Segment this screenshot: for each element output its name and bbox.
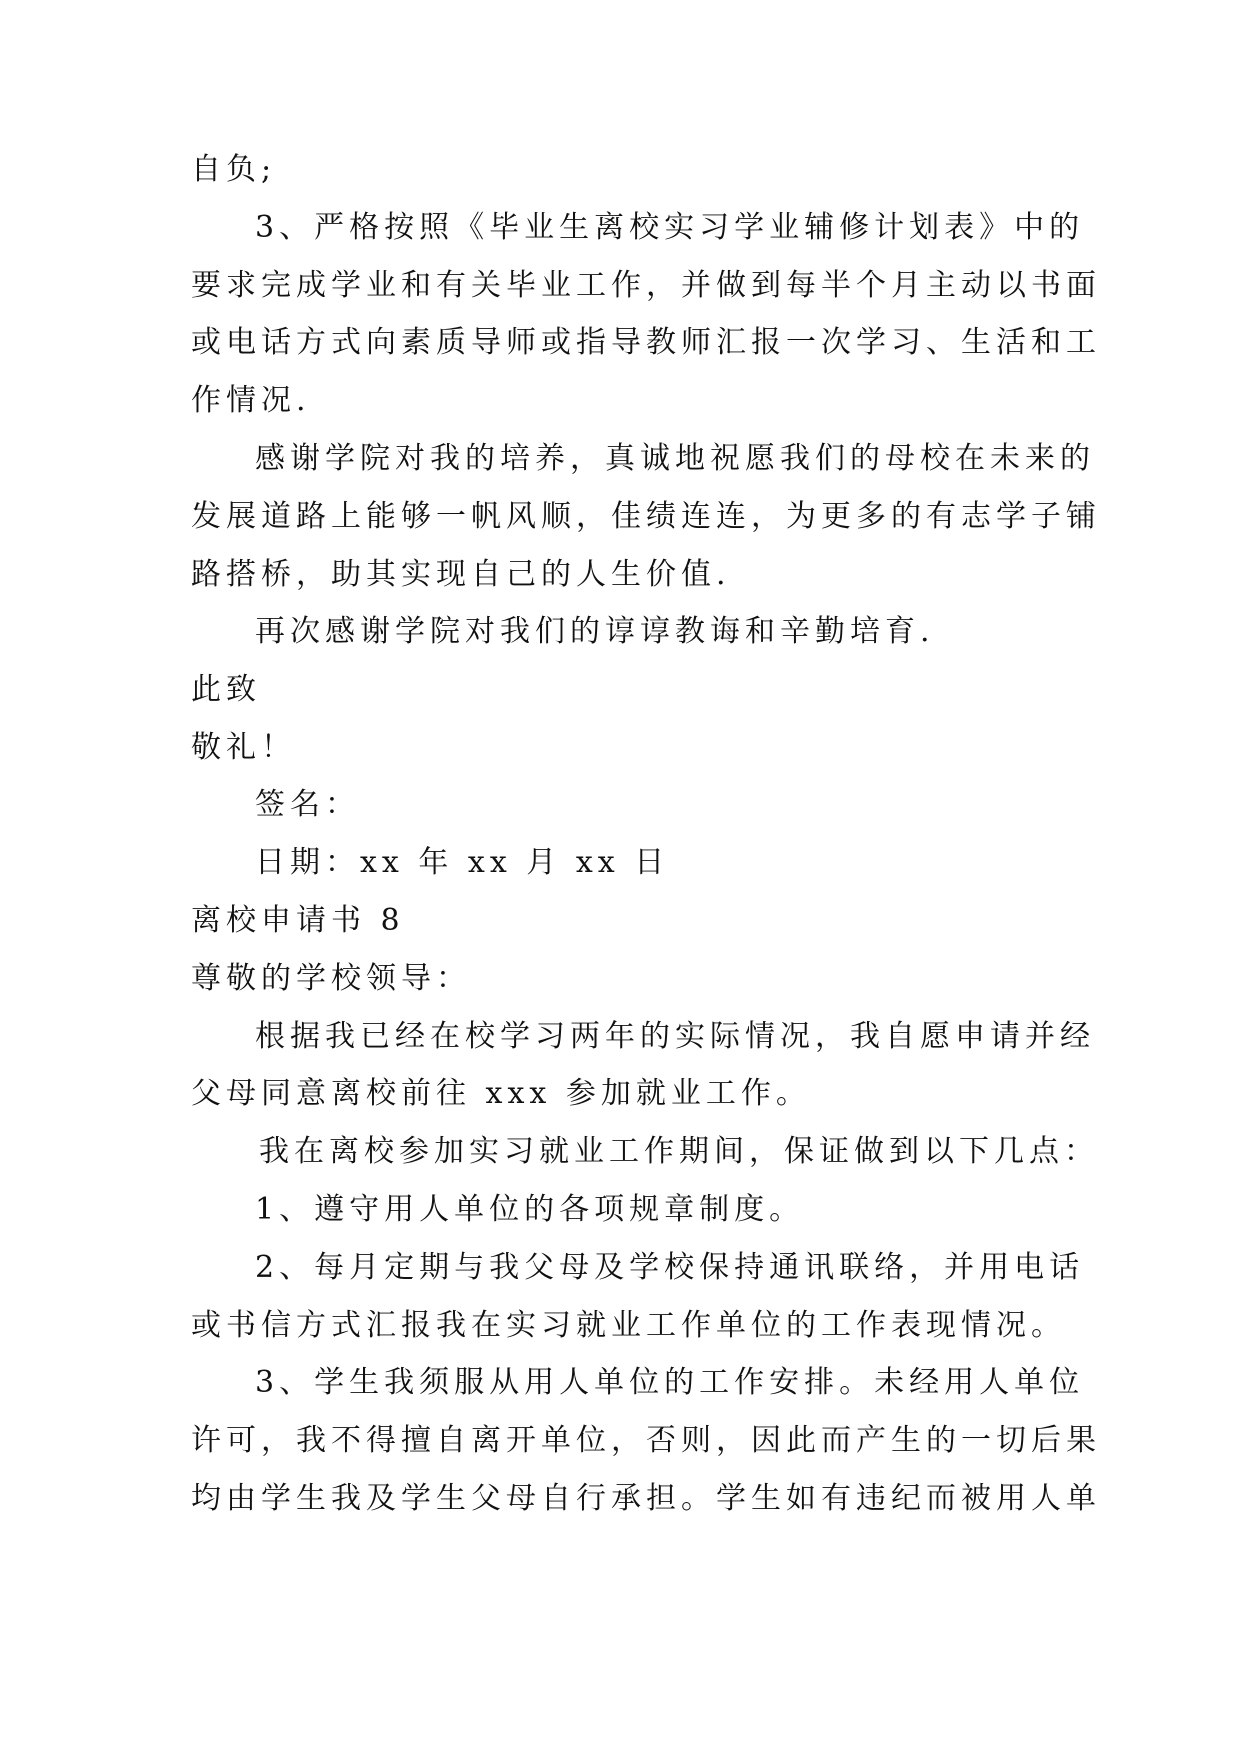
list-item: 3、学生我须服从用人单位的工作安排。未经用人单位 <box>255 1365 1085 1400</box>
text-line: 自负; <box>191 152 277 187</box>
salutation-line: 敬礼！ <box>191 730 296 765</box>
text-line: 根据我已经在校学习两年的实际情况，我自愿申请并经 <box>255 1019 1095 1054</box>
text-line: 要求完成学业和有关毕业工作，并做到每半个月主动以书面 <box>191 268 1101 303</box>
text-line: 发展道路上能够一帆风顺，佳绩连连，为更多的有志学子铺 <box>191 499 1101 534</box>
text-line: 或书信方式汇报我在实习就业工作单位的工作表现情况。 <box>191 1308 1066 1343</box>
salutation-line: 此致 <box>191 672 261 707</box>
text-line: 我在离校参加实习就业工作期间，保证做到以下几点： <box>259 1134 1099 1169</box>
text-line: 再次感谢学院对我们的谆谆教诲和辛勤培育. <box>255 614 935 649</box>
signature-line: 签名： <box>255 787 360 822</box>
text-line: 均由学生我及学生父母自行承担。学生如有违纪而被用人单 <box>191 1481 1101 1516</box>
text-line: 感谢学院对我的培养，真诚地祝愿我们的母校在未来的 <box>255 441 1095 476</box>
list-item: 1、遵守用人单位的各项规章制度。 <box>255 1192 805 1227</box>
text-line: 3、严格按照《毕业生离校实习学业辅修计划表》中的 <box>255 210 1085 245</box>
text-line: 父母同意离校前往 xxx 参加就业工作。 <box>191 1076 811 1111</box>
text-line: 许可，我不得擅自离开单位，否则，因此而产生的一切后果 <box>191 1423 1101 1458</box>
greeting-line: 尊敬的学校领导： <box>191 961 471 996</box>
text-line: 或电话方式向素质导师或指导教师汇报一次学习、生活和工 <box>191 325 1101 360</box>
text-line: 作情况. <box>191 383 311 418</box>
text-line: 路搭桥，助其实现自己的人生价值. <box>191 557 731 592</box>
date-line: 日期：xx 年 xx 月 xx 日 <box>255 845 670 880</box>
list-item: 2、每月定期与我父母及学校保持通讯联络，并用电话 <box>255 1250 1085 1285</box>
section-heading: 离校申请书 8 <box>191 903 405 938</box>
